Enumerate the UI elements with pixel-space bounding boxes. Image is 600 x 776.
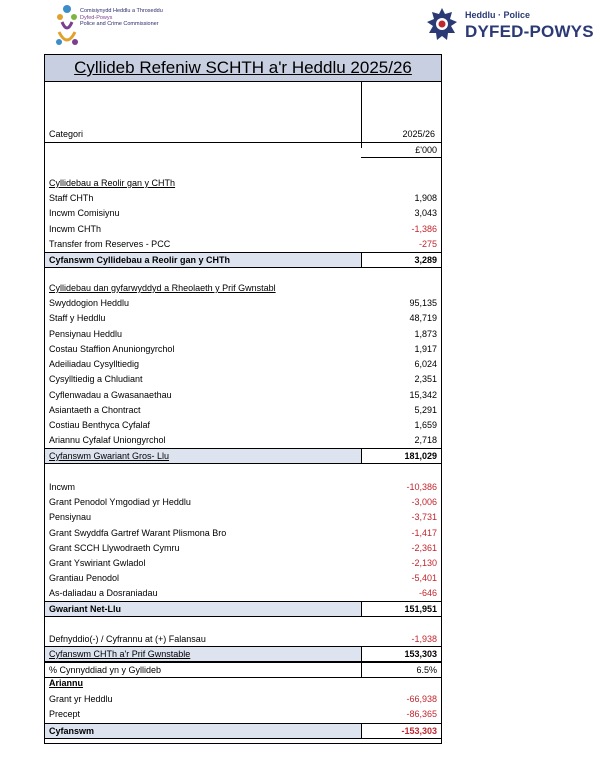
table-row: [45, 510, 441, 525]
column-divider: [361, 82, 362, 148]
row-value: -153,303: [361, 724, 441, 738]
row-label: Pensiynau: [49, 512, 92, 522]
table-row: [45, 632, 441, 647]
row-value: 6.5%: [361, 663, 441, 677]
row-value: 151,951: [361, 602, 441, 616]
row-value: 1,873: [414, 329, 437, 339]
row-value: -3,731: [411, 512, 437, 522]
table-row: [45, 296, 441, 311]
row-value: 15,342: [409, 390, 437, 400]
row-value: -1,386: [411, 224, 437, 234]
table-row: [45, 480, 441, 495]
table-row: [45, 541, 441, 556]
unit-label: £'000: [415, 145, 437, 155]
table-row: [45, 206, 441, 221]
row-label: Swyddogion Heddlu: [49, 298, 130, 308]
section-heading: [45, 176, 441, 191]
table-row: [45, 222, 441, 237]
row-value: -5,401: [411, 573, 437, 583]
total-row: [45, 252, 441, 268]
table-row: [45, 495, 441, 510]
table-row: [45, 707, 441, 722]
row-label: Grant SCCH Llywodraeth Cymru: [49, 543, 180, 553]
table-row: [45, 571, 441, 586]
total-row: [45, 601, 441, 617]
row-label: Cyfanswm: [49, 726, 95, 736]
table-row: [45, 692, 441, 707]
row-value: 3,289: [361, 253, 441, 267]
row-label: Ariannu Cyfalaf Uniongyrchol: [49, 435, 166, 445]
row-value: 48,719: [409, 313, 437, 323]
table-row: [45, 357, 441, 372]
row-label: Cyfanswm CHTh a'r Prif Gwnstable: [49, 649, 191, 659]
table-title: Cyllideb Refeniw SCHTH a'r Heddlu 2025/26: [74, 58, 412, 77]
table-row: [45, 586, 441, 601]
row-label: Cyflenwadau a Gwasanaethau: [49, 390, 172, 400]
table-row: [45, 327, 441, 342]
row-label: Cyllidebau a Reolir gan y CHTh: [49, 178, 176, 188]
row-label: Cyfanswm Cyllidebau a Reolir gan y CHTh: [49, 255, 231, 265]
row-value: -646: [418, 588, 437, 598]
police-subtitle: Heddlu · Police: [465, 10, 531, 20]
row-value: 1,659: [414, 420, 437, 430]
row-label: Gwariant Net-Llu: [49, 604, 122, 614]
row-label: Adeiliadau Cysylltiedig: [49, 359, 140, 369]
table-row: [45, 433, 441, 448]
pcc-logo: [54, 2, 204, 52]
table-row: [45, 372, 441, 387]
row-label: Grantiau Penodol: [49, 573, 120, 583]
row-value: 5,291: [414, 405, 437, 415]
police-name: DYFED-POWYS: [465, 22, 594, 41]
total-row: [45, 646, 441, 662]
row-value: -1,417: [411, 528, 437, 538]
section-heading: [45, 676, 441, 691]
row-value: 1,908: [414, 193, 437, 203]
row-label: Cysylltiedig a Chludiant: [49, 374, 143, 384]
row-value: 2,351: [414, 374, 437, 384]
row-label: Incwm Comisiynu: [49, 208, 120, 218]
table-row: [45, 403, 441, 418]
row-label: Incwm: [49, 482, 76, 492]
pcc-name-welsh: Comisiynydd Heddlu a Throseddu: [80, 8, 163, 14]
row-label: Grant Penodol Ymgodiad yr Heddlu: [49, 497, 191, 507]
table-row: [45, 526, 441, 541]
police-logo: [425, 6, 595, 46]
row-label: Costau Staffion Anuniongyrchol: [49, 344, 175, 354]
table-title-bar: [45, 55, 441, 82]
row-label: Costiau Benthyca Cyfalaf: [49, 420, 151, 430]
row-label: Grant yr Heddlu: [49, 694, 113, 704]
column-header-category: Categori: [49, 129, 84, 139]
row-value: 181,029: [361, 449, 441, 463]
row-value: 1,917: [414, 344, 437, 354]
spacer-row: [45, 617, 441, 632]
row-value: 153,303: [361, 647, 441, 661]
table-row: [45, 311, 441, 326]
pcc-figure-icon: [54, 4, 80, 50]
pcc-name-english: Police and Crime Commissioner: [80, 21, 159, 27]
pcc-region: Dyfed-Powys: [80, 14, 113, 21]
row-label: Ariannu: [49, 678, 84, 688]
table-row: [45, 191, 441, 206]
row-value: -275: [418, 239, 437, 249]
row-value: -3,006: [411, 497, 437, 507]
page-header: [0, 0, 600, 52]
table-row: [45, 342, 441, 357]
row-label: Asiantaeth a Chontract: [49, 405, 141, 415]
table-row: [45, 418, 441, 433]
row-value: 2,718: [414, 435, 437, 445]
row-label: Grant Swyddfa Gartref Warant Plismona Bro: [49, 528, 227, 538]
row-label: % Cynnyddiad yn y Gyllideb: [49, 665, 162, 675]
total-row: [45, 723, 441, 739]
row-value: -10,386: [406, 482, 437, 492]
row-value: -2,361: [411, 543, 437, 553]
row-value: -86,365: [406, 709, 437, 719]
row-label: Precept: [49, 709, 81, 719]
row-label: Transfer from Reserves - PCC: [49, 239, 171, 249]
row-label: Grant Yswiriant Gwladol: [49, 558, 146, 568]
row-value: -2,130: [411, 558, 437, 568]
row-label: As-daliadau a Dosraniadau: [49, 588, 158, 598]
row-value: -1,938: [411, 634, 437, 644]
row-label: Pensiynau Heddlu: [49, 329, 123, 339]
row-value: 6,024: [414, 359, 437, 369]
row-value: 3,043: [414, 208, 437, 218]
row-label: Cyllidebau dan gyfarwyddyd a Rheolaeth y Prif Gwnstabl: [49, 283, 276, 293]
row-label: Incwm CHTh: [49, 224, 102, 234]
budget-table: [44, 54, 442, 744]
row-value: 95,135: [409, 298, 437, 308]
table-row: [45, 556, 441, 571]
spacer-row: [45, 464, 441, 479]
row-value: -66,938: [406, 694, 437, 704]
section-heading: [45, 281, 441, 296]
row-label: Cyfanswm Gwariant Gros- Llu: [49, 451, 170, 461]
police-crest-icon: [425, 6, 459, 44]
table-row: [45, 237, 441, 252]
column-header-year: 2025/26: [402, 129, 435, 139]
row-label: Staff y Heddlu: [49, 313, 106, 323]
row-label: Defnyddio(-) / Cyfrannu at (+) Falansau: [49, 634, 206, 644]
table-row: [45, 388, 441, 403]
total-row: [45, 448, 441, 464]
row-label: Staff CHTh: [49, 193, 94, 203]
